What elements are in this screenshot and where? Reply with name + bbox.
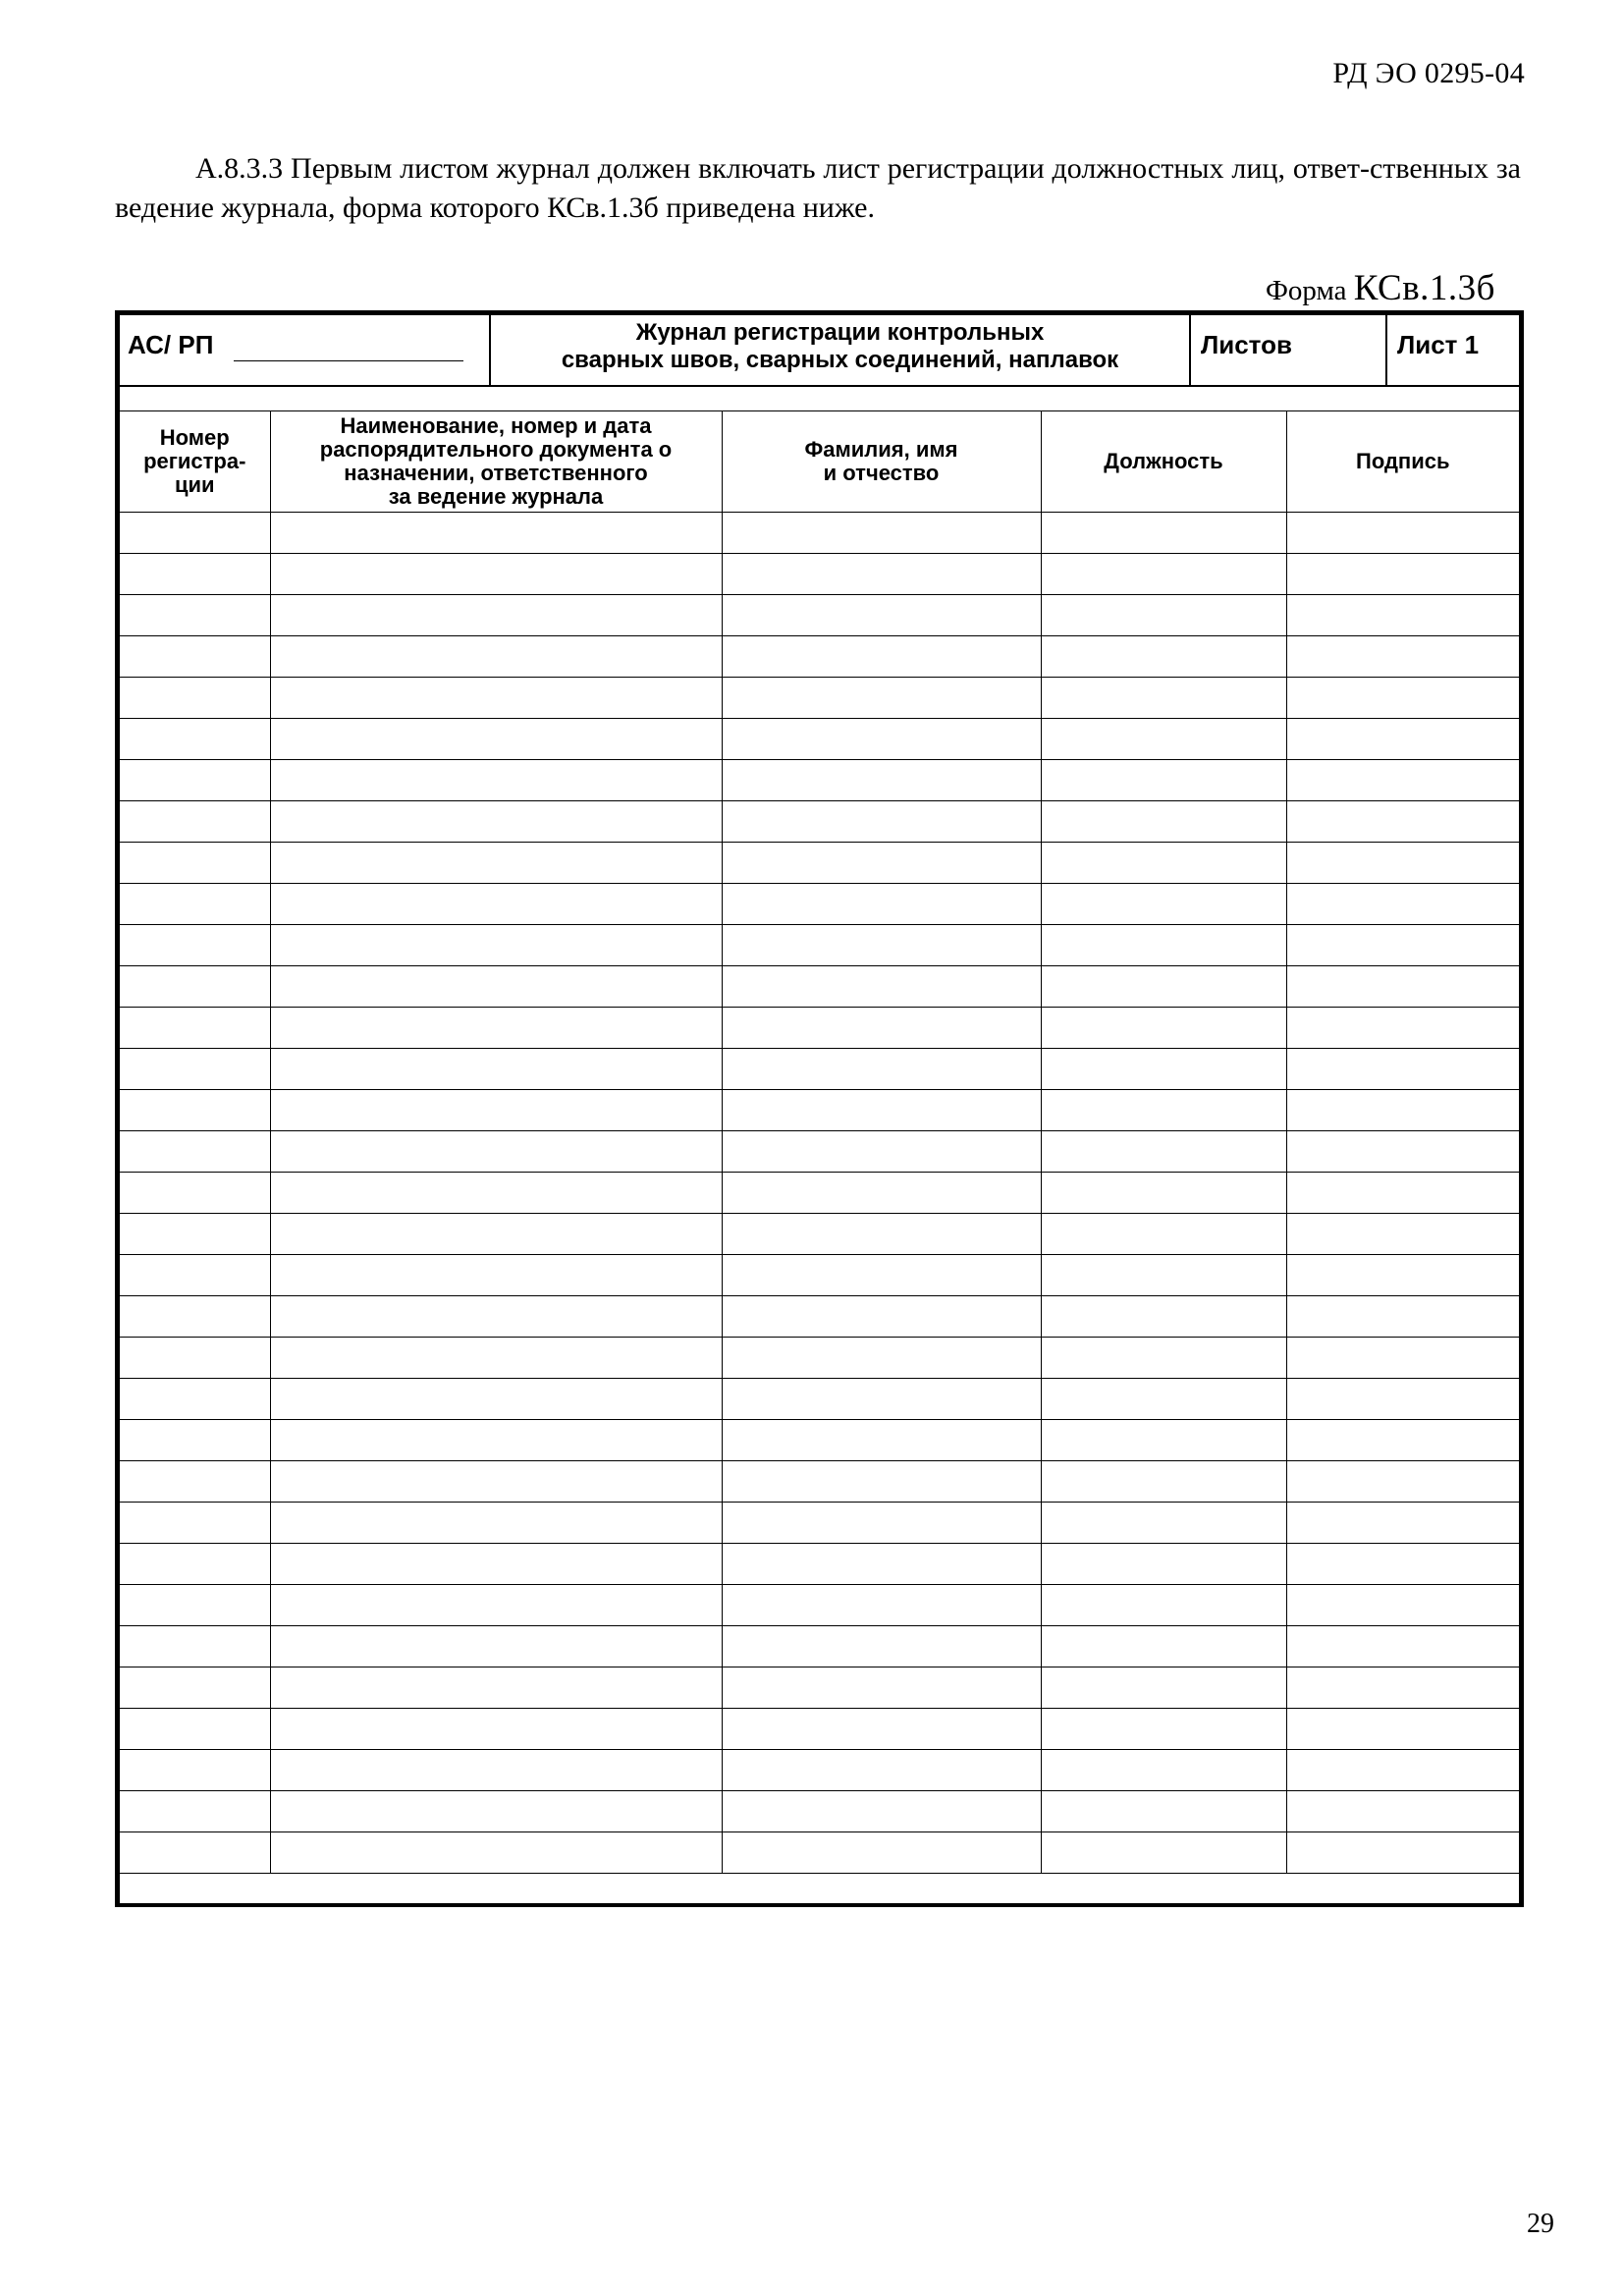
table-row [120,884,1519,925]
table-row [120,1173,1519,1214]
col-position-cell[interactable] [1041,636,1286,678]
col-registration-number-cell[interactable] [120,1296,270,1338]
col-document-cell[interactable] [270,1544,722,1585]
table-row [120,1420,1519,1461]
col-full-name-cell[interactable] [722,1791,1041,1832]
col-position-cell[interactable] [1041,801,1286,843]
col-signature-cell[interactable] [1286,843,1519,884]
col-position-cell[interactable] [1041,1049,1286,1090]
table-row [120,513,1519,554]
col-signature-cell[interactable] [1286,966,1519,1008]
col-signature-cell[interactable] [1286,1255,1519,1296]
registration-form [115,310,1524,1907]
col-registration-number-cell[interactable] [120,1709,270,1750]
col-registration-number-cell[interactable] [120,1420,270,1461]
table-row [120,636,1519,678]
col-signature-cell[interactable] [1286,925,1519,966]
col-registration-number-cell[interactable] [120,1008,270,1049]
table-row [120,760,1519,801]
ac-rp-cell [120,315,491,385]
col-document-cell[interactable] [270,1255,722,1296]
document-code: РД ЭО 0295-04 [1332,57,1525,89]
col-document-cell[interactable] [270,719,722,760]
col-position-cell[interactable] [1041,1338,1286,1379]
col-signature-cell[interactable] [1286,719,1519,760]
col-registration-number-header [120,411,270,513]
page-number: 29 [1527,2209,1554,2239]
col-signature-cell[interactable] [1286,1214,1519,1255]
col-full-name-cell[interactable] [722,1173,1041,1214]
col-full-name-cell[interactable] [722,636,1041,678]
col-position-cell[interactable] [1041,595,1286,636]
col-registration-number-cell[interactable] [120,636,270,678]
col-full-name-cell[interactable] [722,678,1041,719]
col-full-name-header [722,411,1041,513]
col-position-cell[interactable] [1041,719,1286,760]
col-signature-cell[interactable] [1286,1461,1519,1503]
col-signature-cell[interactable] [1286,1667,1519,1709]
col-position-cell[interactable] [1041,925,1286,966]
col-registration-number-cell[interactable] [120,1214,270,1255]
col-registration-number-cell[interactable] [120,554,270,595]
col-position-cell[interactable] [1041,1544,1286,1585]
header-line: распорядительного документа о [319,437,673,462]
table-row [120,1214,1519,1255]
col-full-name-cell[interactable] [722,1131,1041,1173]
table-row [120,1255,1519,1296]
col-full-name-cell[interactable] [722,513,1041,554]
table-row [120,1503,1519,1544]
col-full-name-cell[interactable] [722,1503,1041,1544]
table-row [120,1090,1519,1131]
col-signature-cell[interactable] [1286,760,1519,801]
col-document-cell[interactable] [270,925,722,966]
col-full-name-cell[interactable] [722,1461,1041,1503]
col-signature-header [1286,411,1519,513]
table-row [120,1626,1519,1667]
col-signature-cell[interactable] [1286,801,1519,843]
col-registration-number-cell[interactable] [120,1255,270,1296]
table-row [120,595,1519,636]
col-full-name-cell[interactable] [722,1544,1041,1585]
col-position-cell[interactable] [1041,1420,1286,1461]
col-signature-cell[interactable] [1286,595,1519,636]
col-full-name-cell[interactable] [722,1338,1041,1379]
col-registration-number-cell[interactable] [120,719,270,760]
col-registration-number-cell[interactable] [120,1131,270,1173]
col-position-cell[interactable] [1041,1173,1286,1214]
col-position-cell[interactable] [1041,1709,1286,1750]
table-row [120,554,1519,595]
col-document-cell[interactable] [270,1173,722,1214]
col-document-header [270,411,722,513]
col-document-cell[interactable] [270,1503,722,1544]
col-signature-cell[interactable] [1286,1750,1519,1791]
col-position-cell[interactable] [1041,1626,1286,1667]
table-row [120,1544,1519,1585]
table-row [120,1296,1519,1338]
col-registration-number-cell[interactable] [120,966,270,1008]
col-signature-cell[interactable] [1286,513,1519,554]
table-row [120,925,1519,966]
table-row [120,1008,1519,1049]
form-label [1266,267,1495,309]
col-registration-number-cell[interactable] [120,1338,270,1379]
col-signature-cell[interactable] [1286,1420,1519,1461]
intro-paragraph: А.8.3.3 Первым листом журнал должен включать лист регистрации должностных лиц, ответ-ственных за ведение журнала, форма которого КСв.1.3б приведена ниже. [115,152,1521,224]
table-row [120,801,1519,843]
col-document-cell[interactable] [270,1049,722,1090]
col-full-name-cell[interactable] [722,966,1041,1008]
header-line: назначении, ответственного [344,461,648,485]
col-position-cell[interactable] [1041,1667,1286,1709]
col-position-cell[interactable] [1041,966,1286,1008]
col-position-cell[interactable] [1041,1750,1286,1791]
journal-title-line-1: Журнал регистрации контрольных [635,319,1045,346]
header-line: Наименование, номер и дата [340,413,652,438]
table-row [120,1461,1519,1503]
header-spacer [120,387,1519,411]
col-signature-cell[interactable] [1286,1008,1519,1049]
sheets-count-cell: Листов [1191,315,1387,385]
col-position-cell[interactable] [1041,1008,1286,1049]
header-line: за ведение журнала [388,484,604,509]
table-row [120,719,1519,760]
sheet-number-cell: Лист 1 [1397,330,1480,359]
col-position-cell[interactable] [1041,1791,1286,1832]
col-full-name-cell[interactable] [722,554,1041,595]
col-full-name-cell[interactable] [722,719,1041,760]
col-document-cell[interactable] [270,1214,722,1255]
col-document-cell[interactable] [270,1420,722,1461]
col-full-name-cell[interactable] [722,595,1041,636]
col-document-cell[interactable] [270,760,722,801]
registration-table [120,411,1519,1874]
col-full-name-cell[interactable] [722,843,1041,884]
col-registration-number-cell[interactable] [120,595,270,636]
col-registration-number-cell[interactable] [120,1832,270,1874]
col-position-cell[interactable] [1041,884,1286,925]
col-registration-number-cell[interactable] [120,1503,270,1544]
col-document-cell[interactable] [270,843,722,884]
col-document-cell[interactable] [270,636,722,678]
col-position-cell[interactable] [1041,1503,1286,1544]
col-document-cell[interactable] [270,966,722,1008]
col-registration-number-cell[interactable] [120,843,270,884]
header-line: и отчество [823,461,940,485]
col-position-cell[interactable] [1041,1214,1286,1255]
table-body [120,513,1519,1874]
col-full-name-cell[interactable] [722,1750,1041,1791]
col-document-cell[interactable] [270,1750,722,1791]
col-document-cell[interactable] [270,595,722,636]
col-signature-cell[interactable] [1286,1626,1519,1667]
col-signature-cell[interactable] [1286,1503,1519,1544]
header-line: Номер [159,425,230,450]
col-document-cell[interactable] [270,513,722,554]
col-document-cell[interactable] [270,1626,722,1667]
col-document-cell[interactable] [270,1461,722,1503]
col-position-cell[interactable] [1041,1461,1286,1503]
header-line: регистра- [143,449,246,473]
col-full-name-cell[interactable] [722,1255,1041,1296]
col-signature-cell[interactable] [1286,1173,1519,1214]
ac-rp-fill-line[interactable] [234,360,463,361]
table-row [120,1338,1519,1379]
col-position-header [1041,411,1286,513]
header-line: Подпись [1356,449,1450,473]
col-document-cell[interactable] [270,1379,722,1420]
col-full-name-cell[interactable] [722,1379,1041,1420]
col-document-cell[interactable] [270,1832,722,1874]
table-row [120,1131,1519,1173]
header-line: Фамилия, имя [804,437,958,462]
col-document-cell[interactable] [270,1090,722,1131]
col-signature-cell[interactable] [1286,1709,1519,1750]
col-registration-number-cell[interactable] [120,1379,270,1420]
col-document-cell[interactable] [270,1008,722,1049]
col-registration-number-cell[interactable] [120,513,270,554]
col-registration-number-cell[interactable] [120,1791,270,1832]
table-row [120,1709,1519,1750]
table-header-row [120,411,1519,513]
table-row [120,1379,1519,1420]
journal-title [491,315,1191,385]
col-signature-cell[interactable] [1286,1131,1519,1173]
col-registration-number-cell[interactable] [120,1544,270,1585]
col-full-name-cell[interactable] [722,884,1041,925]
col-full-name-cell[interactable] [722,760,1041,801]
col-signature-cell[interactable] [1286,1296,1519,1338]
table-row [120,1791,1519,1832]
col-document-cell[interactable] [270,1585,722,1626]
table-row [120,1750,1519,1791]
col-document-cell[interactable] [270,1709,722,1750]
col-document-cell[interactable] [270,1296,722,1338]
form-header [120,315,1519,387]
col-position-cell[interactable] [1041,1585,1286,1626]
col-signature-cell[interactable] [1286,1544,1519,1585]
col-document-cell[interactable] [270,678,722,719]
col-full-name-cell[interactable] [722,1667,1041,1709]
col-registration-number-cell[interactable] [120,1461,270,1503]
col-registration-number-cell[interactable] [120,1626,270,1667]
table-row [120,843,1519,884]
col-signature-cell[interactable] [1286,636,1519,678]
col-document-cell[interactable] [270,1338,722,1379]
col-position-cell[interactable] [1041,678,1286,719]
col-document-cell[interactable] [270,554,722,595]
col-registration-number-cell[interactable] [120,1049,270,1090]
col-position-cell[interactable] [1041,760,1286,801]
col-registration-number-cell[interactable] [120,1585,270,1626]
col-position-cell[interactable] [1041,1379,1286,1420]
col-position-cell[interactable] [1041,1131,1286,1173]
col-position-cell[interactable] [1041,554,1286,595]
col-document-cell[interactable] [270,884,722,925]
table-row [120,678,1519,719]
table-row [120,1049,1519,1090]
col-signature-cell[interactable] [1286,554,1519,595]
table-row [120,1832,1519,1874]
col-full-name-cell[interactable] [722,1626,1041,1667]
col-position-cell[interactable] [1041,1832,1286,1874]
col-document-cell[interactable] [270,801,722,843]
form-bottom-band [120,1876,1519,1903]
col-full-name-cell[interactable] [722,1585,1041,1626]
col-full-name-cell[interactable] [722,1420,1041,1461]
header-line: ции [174,472,215,497]
form-label-prefix: Форма [1266,275,1347,306]
header-line: Должность [1104,449,1223,473]
col-signature-cell[interactable] [1286,678,1519,719]
col-signature-cell[interactable] [1286,1338,1519,1379]
col-registration-number-cell[interactable] [120,925,270,966]
col-position-cell[interactable] [1041,1296,1286,1338]
col-document-cell[interactable] [270,1667,722,1709]
table-row [120,1585,1519,1626]
col-position-cell[interactable] [1041,843,1286,884]
col-document-cell[interactable] [270,1131,722,1173]
col-full-name-cell[interactable] [722,1008,1041,1049]
col-document-cell[interactable] [270,1791,722,1832]
col-full-name-cell[interactable] [722,1296,1041,1338]
table-row [120,1667,1519,1709]
col-signature-cell[interactable] [1286,1379,1519,1420]
col-registration-number-cell[interactable] [120,1750,270,1791]
col-position-cell[interactable] [1041,513,1286,554]
table-row [120,966,1519,1008]
col-registration-number-cell[interactable] [120,760,270,801]
form-code: КСв.1.3б [1353,268,1495,308]
col-full-name-cell[interactable] [722,1214,1041,1255]
col-signature-cell[interactable] [1286,884,1519,925]
col-full-name-cell[interactable] [722,801,1041,843]
col-registration-number-cell[interactable] [120,1667,270,1709]
col-full-name-cell[interactable] [722,1049,1041,1090]
col-full-name-cell[interactable] [722,1832,1041,1874]
col-registration-number-cell[interactable] [120,801,270,843]
col-registration-number-cell[interactable] [120,1090,270,1131]
col-signature-cell[interactable] [1286,1791,1519,1832]
col-full-name-cell[interactable] [722,1090,1041,1131]
col-position-cell[interactable] [1041,1255,1286,1296]
col-full-name-cell[interactable] [722,925,1041,966]
col-signature-cell[interactable] [1286,1832,1519,1874]
col-signature-cell[interactable] [1286,1585,1519,1626]
col-signature-cell[interactable] [1286,1049,1519,1090]
col-signature-cell[interactable] [1286,1090,1519,1131]
col-registration-number-cell[interactable] [120,678,270,719]
col-full-name-cell[interactable] [722,1709,1041,1750]
col-position-cell[interactable] [1041,1090,1286,1131]
journal-title-line-2: сварных швов, сварных соединений, наплавок [561,347,1119,373]
col-registration-number-cell[interactable] [120,884,270,925]
ac-rp-label: АС/ РП [128,330,214,359]
col-registration-number-cell[interactable] [120,1173,270,1214]
